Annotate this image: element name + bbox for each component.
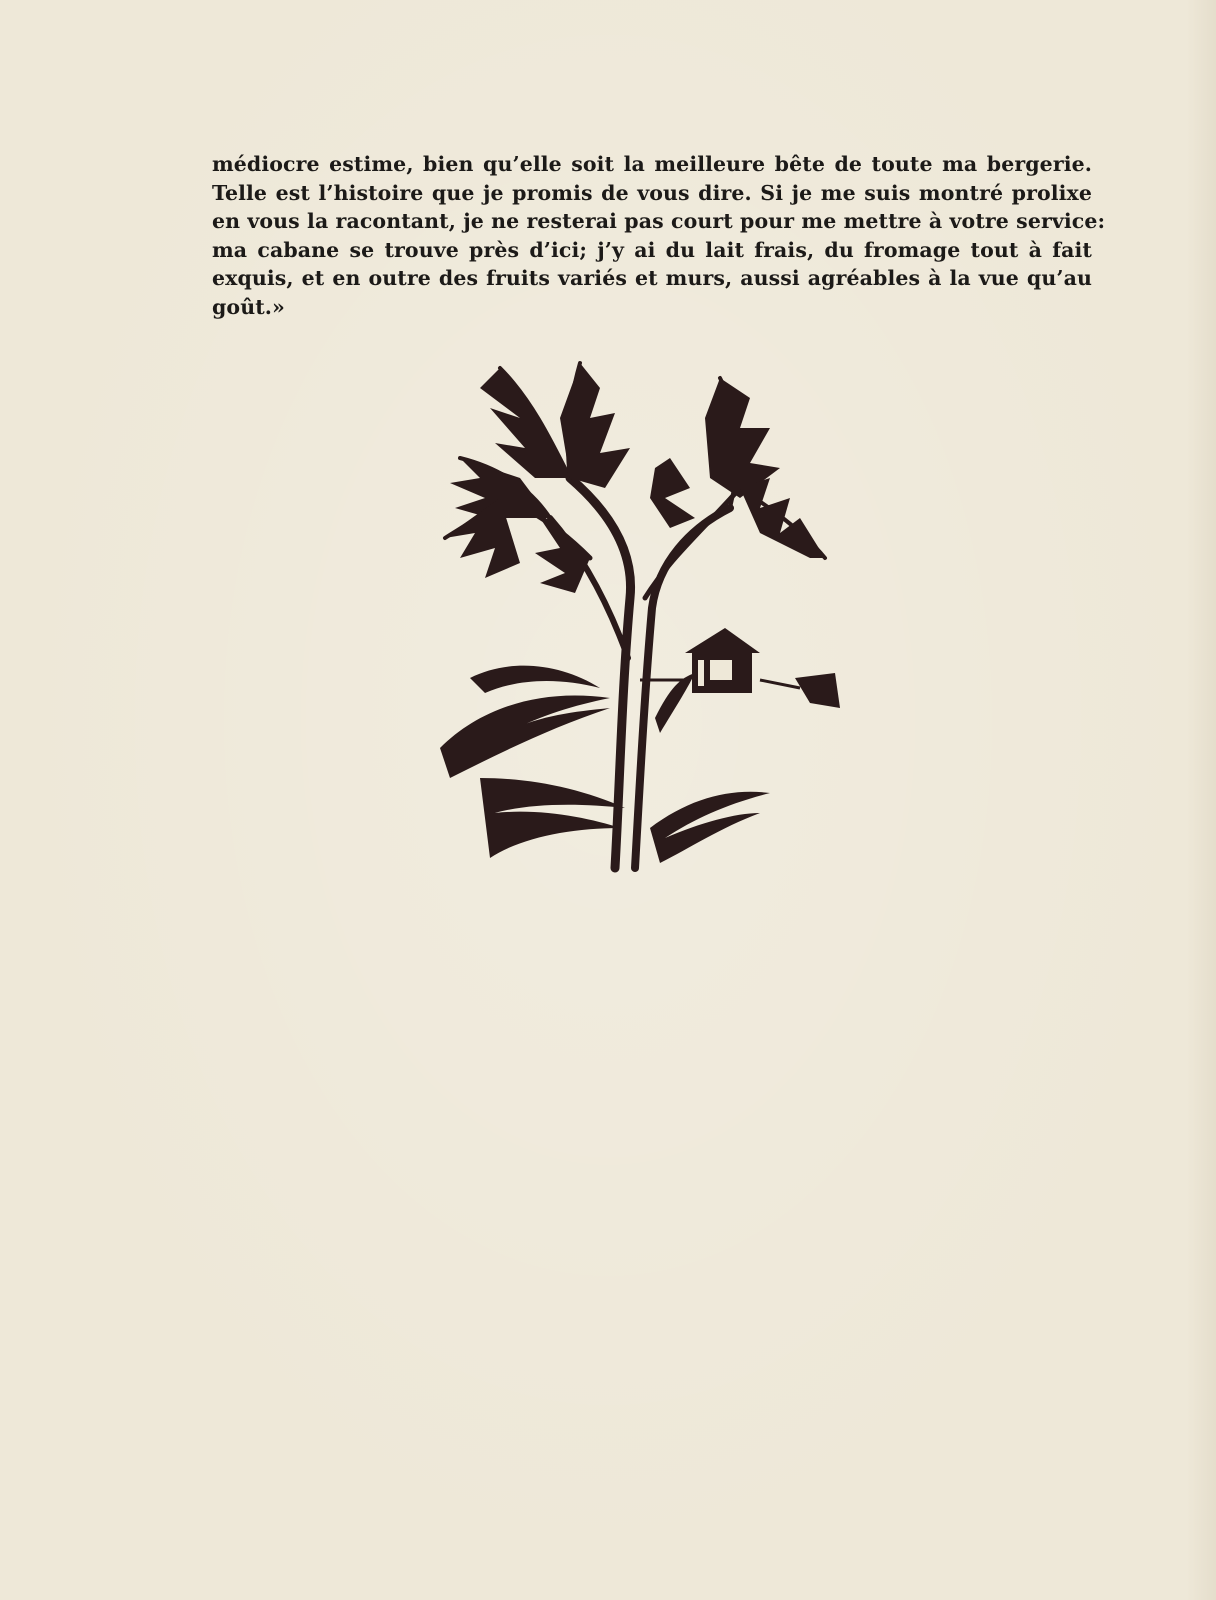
text-line-3: en vous la racontant, je ne resterai pas court pour me mettre à votre service: <box>212 209 1106 234</box>
text-line-2: Telle est l’histoire que je promis de vous dire. Si je me suis montré prolixe <box>212 180 1092 205</box>
body-text <box>212 150 1106 322</box>
text-line-4: ma cabane se trouve près d’ici; j’y ai du lait frais, du fromage tout à fait <box>212 237 1092 262</box>
text-line-6: goût.» <box>212 294 285 319</box>
text-line-5: exquis, et en outre des fruits variés et murs, aussi agréables à la vue qu’au <box>212 266 1092 291</box>
tree-and-cabin-woodcut-illustration <box>440 358 860 898</box>
page-edge-shadow <box>1186 0 1216 1600</box>
text-line-1: médiocre estime, bien qu’elle soit la meilleure bête de toute ma bergerie. <box>212 152 1092 176</box>
